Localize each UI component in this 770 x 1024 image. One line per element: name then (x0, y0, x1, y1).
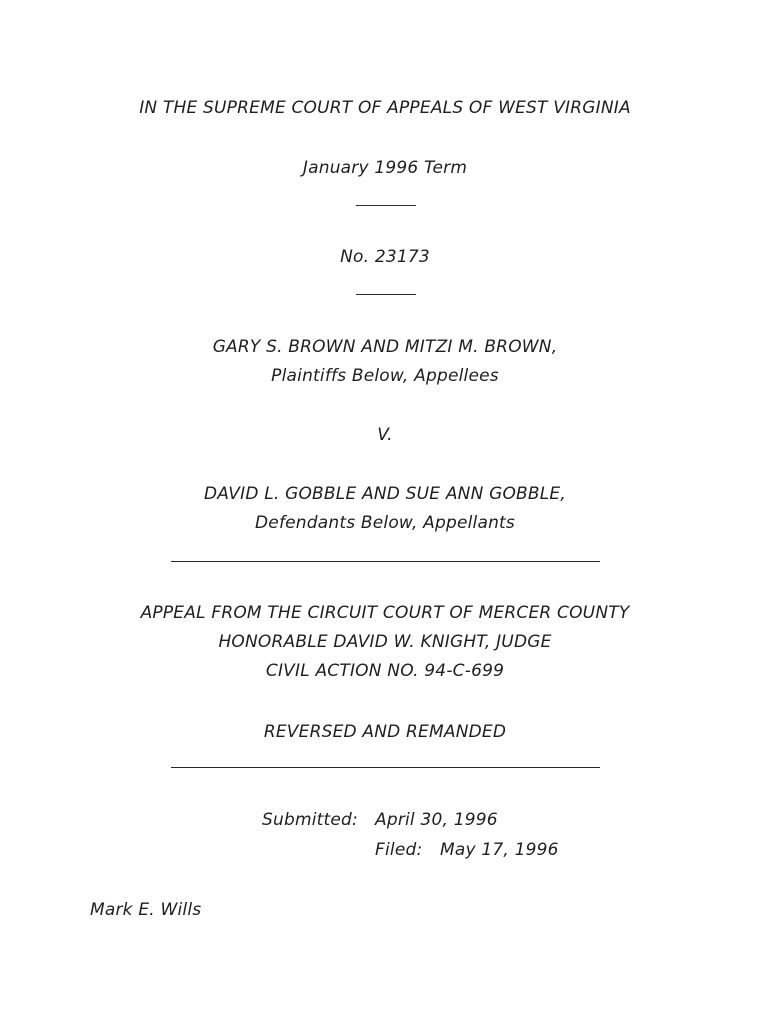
counsel-name: Mark E. Wills (90, 900, 202, 920)
submitted-date: April 30, 1996 (375, 810, 498, 830)
defendants-role: Defendants Below, Appellants (255, 513, 515, 533)
long-divider-1 (171, 561, 600, 562)
disposition: REVERSED AND REMANDED (263, 722, 507, 742)
civil-action-number: CIVIL ACTION NO. 94-C-699 (265, 661, 505, 681)
appeal-from: APPEAL FROM THE CIRCUIT COURT OF MERCER COUNTY (140, 603, 630, 623)
term-label: January 1996 Term (302, 158, 468, 178)
long-divider-2 (171, 767, 600, 768)
short-divider-1 (356, 205, 416, 206)
filed-label: Filed: (375, 840, 423, 860)
plaintiffs-names: GARY S. BROWN AND MITZI M. BROWN, (212, 337, 558, 357)
plaintiffs-role: Plaintiffs Below, Appellees (271, 366, 499, 386)
court-heading: IN THE SUPREME COURT OF APPEALS OF WEST VIRGINIA (139, 98, 631, 118)
case-number: No. 23173 (340, 247, 430, 267)
short-divider-2 (356, 294, 416, 295)
filed-date: May 17, 1996 (440, 840, 559, 860)
versus-label: V. (377, 425, 393, 445)
submitted-label: Submitted: (262, 810, 358, 830)
defendants-names: DAVID L. GOBBLE AND SUE ANN GOBBLE, (204, 484, 566, 504)
judge-name: HONORABLE DAVID W. KNIGHT, JUDGE (218, 632, 552, 652)
